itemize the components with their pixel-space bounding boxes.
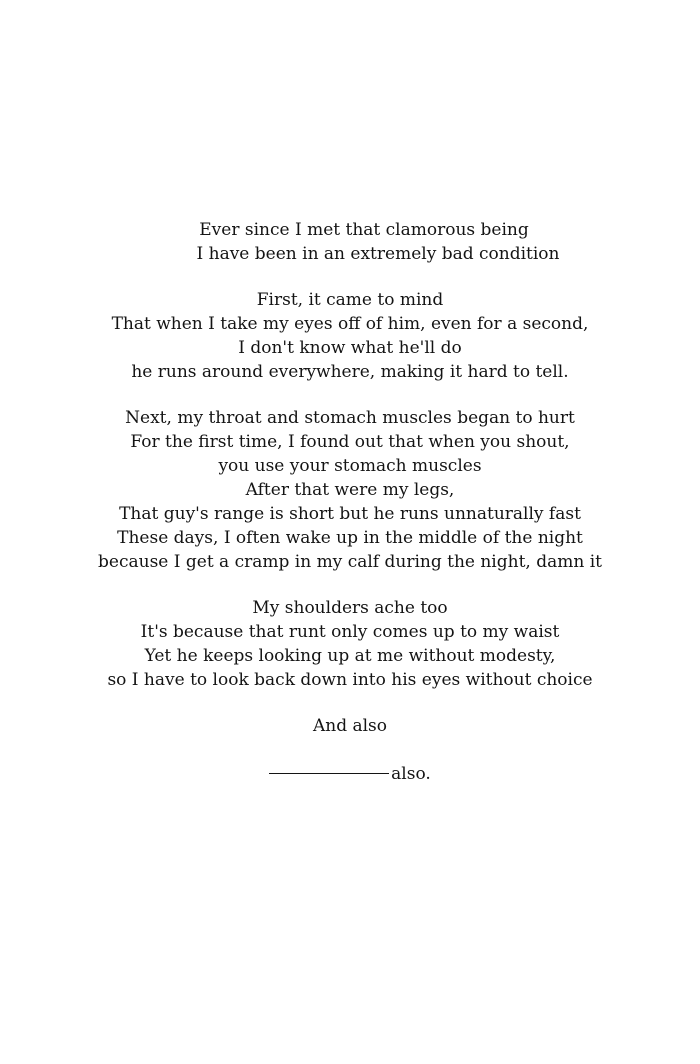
closing-line bbox=[0, 762, 700, 786]
stanza-gap bbox=[0, 384, 700, 406]
poem-body bbox=[0, 218, 700, 786]
stanza-3 bbox=[0, 406, 700, 574]
poem-line: That guy's range is short but he runs unnaturally fast bbox=[119, 504, 581, 524]
final-word: also. bbox=[391, 764, 431, 784]
stanza-gap bbox=[0, 738, 700, 760]
poem-line: because I get a cramp in my calf during the night, damn it bbox=[98, 552, 602, 572]
blank-underline bbox=[269, 773, 389, 774]
poem-line: That when I take my eyes off of him, even for a second, bbox=[111, 314, 589, 334]
poem-line: Next, my throat and stomach muscles began to hurt bbox=[125, 408, 575, 428]
poem-line: My shoulders ache too bbox=[252, 598, 448, 618]
poem-line: you use your stomach muscles bbox=[218, 456, 482, 476]
poem-line: Ever since I met that clamorous being bbox=[199, 220, 529, 240]
poem-line: Yet he keeps looking up at me without modesty, bbox=[144, 646, 556, 666]
stanza-gap bbox=[0, 692, 700, 714]
poem-line: For the first time, I found out that when you shout, bbox=[130, 432, 570, 452]
poem-line: I have been in an extremely bad condition bbox=[196, 244, 560, 264]
poem-line: It's because that runt only comes up to my waist bbox=[140, 622, 560, 642]
poem-line: After that were my legs, bbox=[245, 480, 455, 500]
stanza-2 bbox=[0, 288, 700, 384]
poem-line: so I have to look back down into his eyes without choice bbox=[107, 670, 593, 690]
stanza-gap bbox=[0, 266, 700, 288]
and-also-line: And also bbox=[312, 716, 388, 736]
stanza-gap bbox=[0, 574, 700, 596]
stanza-4 bbox=[0, 596, 700, 692]
poem-line: These days, I often wake up in the middle of the night bbox=[117, 528, 583, 548]
poem-line: he runs around everywhere, making it hard to tell. bbox=[131, 362, 569, 382]
stanza-1 bbox=[0, 218, 700, 266]
poem-line: I don't know what he'll do bbox=[238, 338, 462, 358]
poem-line: First, it came to mind bbox=[256, 290, 444, 310]
